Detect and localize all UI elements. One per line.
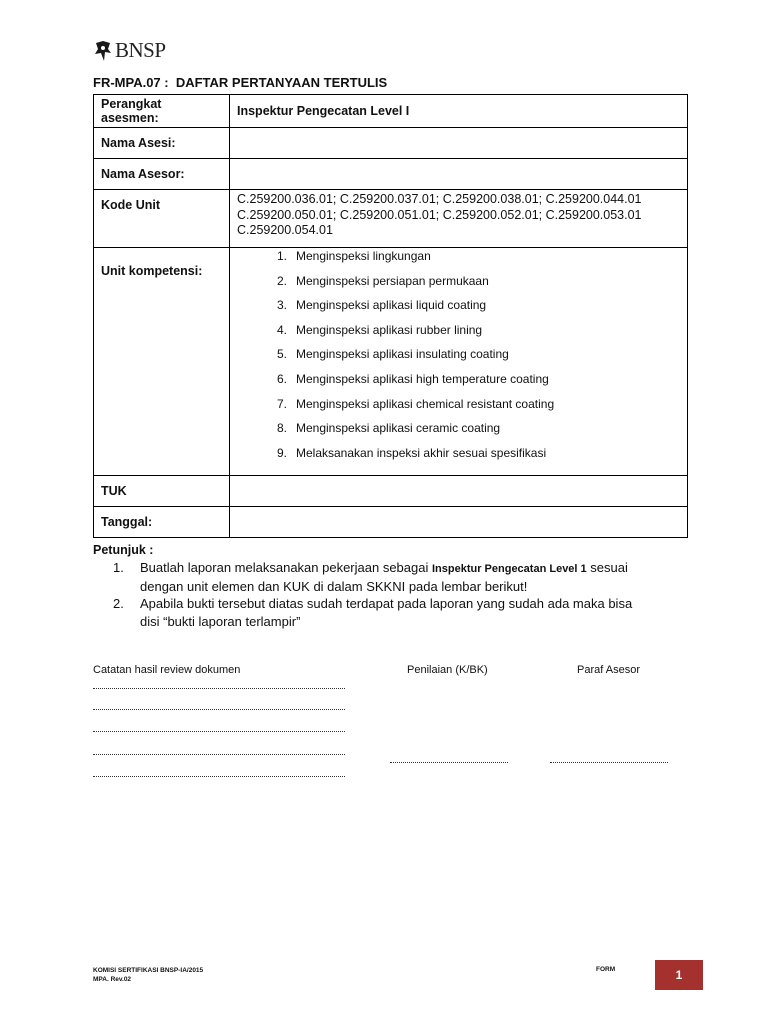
unit-kompetensi-list-cell [230, 248, 688, 476]
footer-rev: MPA. Rev.02 [93, 976, 132, 983]
logo-text: BNSP [115, 38, 166, 62]
catatan-line-1[interactable] [93, 688, 345, 689]
catatan-line-4[interactable] [93, 754, 345, 755]
list-item: 6. Menginspeksi aplikasi high temperature coating [276, 371, 549, 386]
row-tanggal [94, 507, 688, 538]
catatan-line-3[interactable] [93, 731, 345, 732]
kode-unit-line: C.259200.050.01; C.259200.051.01; C.259200.052.01; C.259200.053.01 [237, 207, 642, 222]
kode-unit-label: Kode Unit [94, 190, 230, 248]
row-tuk [94, 476, 688, 507]
assessment-info-table [93, 94, 688, 538]
nama-asesor-field[interactable] [230, 159, 688, 190]
page-number: 1 [655, 960, 703, 990]
list-item: 3. Menginspeksi aplikasi liquid coating [276, 298, 487, 313]
kode-unit-value [230, 190, 688, 248]
footer-org: KOMISI SERTIFIKASI BNSP-IA/2015 [93, 967, 204, 974]
perangkat-value: Inspektur Pengecatan Level I [230, 95, 688, 128]
list-item: 5. Menginspeksi aplikasi insulating coating [276, 347, 509, 362]
form-title-text: DAFTAR PERTANYAAN TERTULIS [175, 75, 388, 90]
tanggal-field[interactable] [230, 507, 688, 538]
catatan-line-2[interactable] [93, 709, 345, 710]
kode-unit-line: C.259200.054.01 [237, 223, 333, 237]
list-item: 8. Menginspeksi aplikasi ceramic coating [276, 421, 501, 436]
petunjuk-title: Petunjuk : [93, 543, 154, 557]
penilaian-label: Penilaian (K/BK) [407, 664, 488, 676]
footer-info [93, 966, 203, 984]
list-item: 2. Menginspeksi persiapan permukaan [276, 273, 489, 288]
tanggal-label: Tanggal: [94, 507, 230, 538]
paraf-line[interactable] [550, 762, 668, 763]
unit-kompetensi-label: Unit kompetensi: [94, 248, 230, 476]
list-item: 1. Menginspeksi lingkungan [276, 249, 431, 263]
instruction-1: 1. Buatlah laporan melaksanakan pekerjaan sebagai Inspektur Pengecatan Level 1 sesuai dengan unit elemen dan KUK di dalam SKKNI pada lembar berikut! [113, 560, 628, 594]
catatan-label: Catatan hasil review dokumen [93, 664, 241, 676]
tuk-field[interactable] [230, 476, 688, 507]
perangkat-label: Perangkat asesmen: [94, 95, 230, 128]
bnsp-emblem-icon [93, 39, 113, 63]
list-item: 4. Menginspeksi aplikasi rubber lining [276, 322, 483, 337]
form-title [93, 75, 387, 90]
kode-unit-line: C.259200.036.01; C.259200.037.01; C.259200.038.01; C.259200.044.01 [237, 192, 642, 206]
paraf-label: Paraf Asesor [577, 664, 640, 676]
tuk-label: TUK [94, 476, 230, 507]
nama-asesi-field[interactable] [230, 128, 688, 159]
unit-kompetensi-list [237, 248, 680, 475]
bnsp-logo [93, 38, 166, 63]
list-item: 7. Menginspeksi aplikasi chemical resistant coating [276, 396, 555, 411]
catatan-line-5[interactable] [93, 776, 345, 777]
nama-asesi-label: Nama Asesi: [94, 128, 230, 159]
row-nama-asesi [94, 128, 688, 159]
row-unit-kompetensi [94, 248, 688, 476]
row-nama-asesor [94, 159, 688, 190]
row-perangkat [94, 95, 688, 128]
nama-asesor-label: Nama Asesor: [94, 159, 230, 190]
footer-form-label: FORM [596, 966, 616, 973]
list-item: 9. Melaksanakan inspeksi akhir sesuai spesifikasi [276, 445, 547, 460]
instruction-2: 2. Apabila bukti tersebut diatas sudah terdapat pada laporan yang sudah ada maka bisa disi “bukti laporan terlampir” [113, 596, 633, 629]
row-kode-unit [94, 190, 688, 248]
penilaian-line[interactable] [390, 762, 508, 763]
form-code: FR-MPA.07 : [93, 75, 169, 90]
